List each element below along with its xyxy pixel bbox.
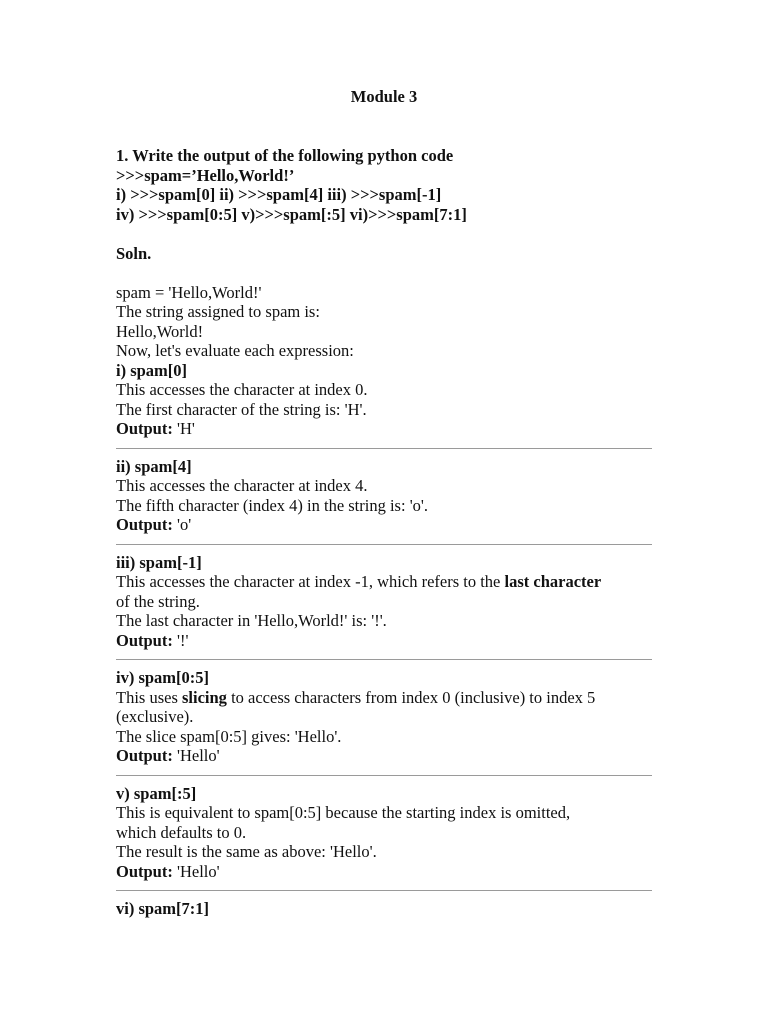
output-line — [116, 515, 656, 535]
output-label: Output: — [116, 861, 173, 881]
output-line — [116, 862, 656, 882]
spacer — [116, 224, 656, 244]
output-value: 'o' — [172, 515, 192, 534]
section-text-part: This uses — [116, 687, 182, 707]
emphasis-text: last character — [504, 572, 602, 591]
solution-label: Soln. — [116, 243, 152, 263]
section-text: The last character in 'Hello,World!' is: '!'. — [116, 611, 387, 630]
section-text: The result is the same as above: 'Hello'. — [116, 842, 377, 861]
divider — [116, 544, 652, 545]
intro-line: Now, let's evaluate each expression: — [116, 341, 354, 360]
section-heading: ii) spam[4] — [116, 456, 192, 476]
section-spam-colon-5 — [116, 784, 656, 882]
section-spam-0-5 — [116, 668, 656, 766]
section-spam-4 — [116, 457, 656, 535]
section-text — [116, 572, 656, 592]
output-label: Output: — [116, 630, 173, 650]
section-spam-7-1 — [116, 899, 656, 919]
section-heading: iii) spam[-1] — [116, 552, 202, 572]
question-line-2: >>>spam=’Hello,World!’ — [116, 165, 295, 185]
section-text: This accesses the character at index 4. — [116, 476, 368, 495]
section-text-part: to access characters from index 0 (inclusive) to index 5 — [226, 687, 596, 707]
section-text: This accesses the character at index 0. — [116, 380, 368, 399]
question-line-3: i) >>>spam[0] ii) >>>spam[4] iii) >>>spam[-1] — [116, 185, 442, 204]
question-line-1: 1. Write the output of the following python code — [116, 146, 454, 165]
section-text: (exclusive). — [116, 707, 194, 726]
question-line-4: iv) >>>spam[0:5] v)>>>spam[:5] vi)>>>spam[7:1] — [116, 204, 467, 224]
intro-line: The string assigned to spam is: — [116, 302, 320, 321]
divider — [116, 775, 652, 776]
page-title: Module 3 — [350, 87, 418, 106]
output-line — [116, 631, 656, 651]
output-value: 'H' — [172, 419, 195, 438]
output-label: Output: — [116, 746, 173, 765]
section-text-part: This accesses the character at index -1, which refers to the — [116, 572, 505, 591]
section-text: which defaults to 0. — [116, 822, 247, 842]
section-text: of the string. — [116, 591, 200, 611]
output-value: 'Hello' — [172, 861, 220, 881]
output-line — [116, 419, 656, 439]
section-heading: v) spam[:5] — [116, 783, 197, 803]
output-value: '!' — [172, 630, 189, 650]
section-text — [116, 688, 656, 708]
intro-line: spam = 'Hello,World!' — [116, 282, 262, 302]
intro-line: Hello,World! — [116, 321, 204, 341]
section-heading: i) spam[0] — [116, 360, 188, 380]
section-spam-0 — [116, 361, 656, 439]
output-line — [116, 746, 656, 766]
divider — [116, 890, 652, 891]
divider — [116, 659, 652, 660]
section-text: The first character of the string is: 'H'. — [116, 399, 367, 419]
emphasis-text: slicing — [182, 687, 227, 707]
output-label: Output: — [116, 419, 173, 438]
section-heading: iv) spam[0:5] — [116, 668, 210, 687]
section-text: This is equivalent to spam[0:5] because the starting index is omitted, — [116, 803, 571, 822]
output-label: Output: — [116, 515, 173, 534]
divider — [116, 448, 652, 449]
section-text: The fifth character (index 4) in the string is: 'o'. — [116, 495, 429, 515]
section-heading: vi) spam[7:1] — [116, 899, 210, 918]
spacer — [116, 263, 656, 283]
section-text: The slice spam[0:5] gives: 'Hello'. — [116, 726, 342, 746]
section-spam-neg-1 — [116, 553, 656, 651]
document-body — [116, 146, 656, 919]
output-value: 'Hello' — [172, 746, 220, 765]
